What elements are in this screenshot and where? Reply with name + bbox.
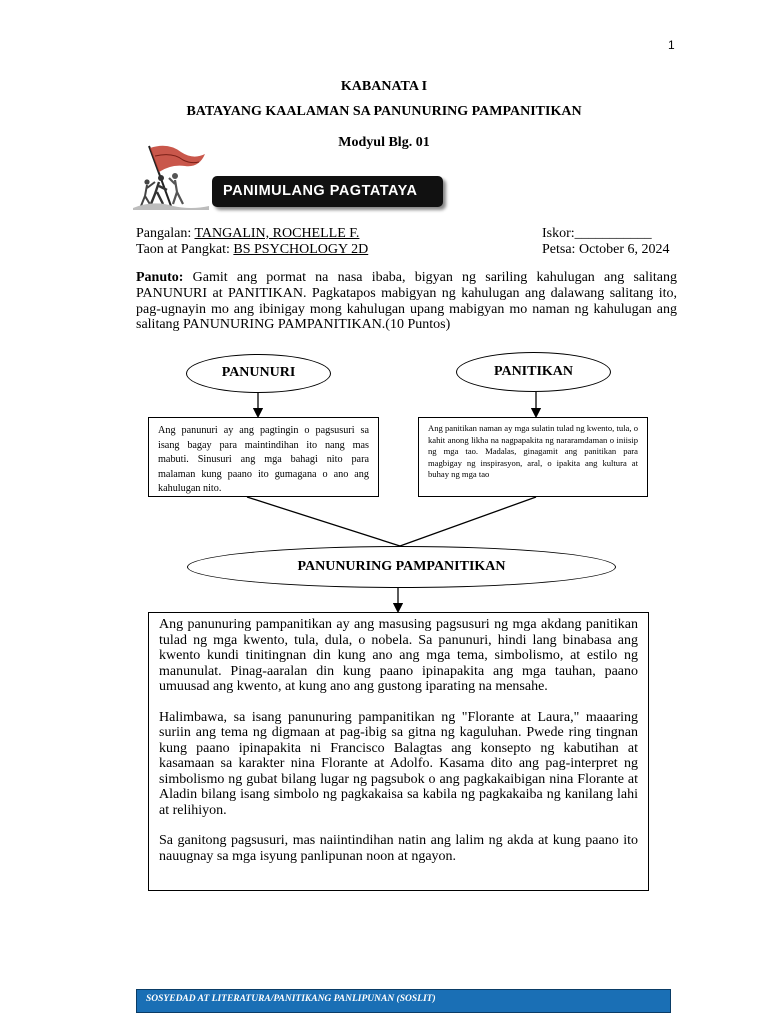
- panitikan-definition-box: Ang panitikan naman ay mga sulatin tulad ng kwento, tula, o kahit anong likha na nagpapakita ng nararamdaman o iniisip ng mga tao. Madalas, ginagamit ang panitikan para magbigay ng inspirasyon, aral, o ipakita ang kultura at buhay ng mga tao: [418, 417, 648, 497]
- module-number: Modyul Blg. 01: [338, 135, 430, 150]
- footer-banner: SOSYEDAD AT LITERATURA/PANITIKANG PANLIPUNAN (SOSLIT): [136, 989, 671, 1013]
- paragraph-2: Halimbawa, sa isang panunuring pampanitikan ng "Florante at Laura," maaaring suriin ang tema ng digmaan at pag-ibig sa gitna ng kaguluhan. Pwede ring tingnan kung paano ipinapakita ni Francisco Balagtas ang konsepto ng kabutihan at kasamaan sa karakter nina Florante at Adolfo. Kasama dito ang pag-interpret ng simbolismo ng gubat bilang lugar ng pagsubok o ang pagkakaibigan nina Florante at Aladin bilang isang simbolo ng pagkakaisa sa kabila ng pagkakaiba ng kanilang lahi at relihiyon.: [159, 709, 638, 818]
- panitikan-ellipse: PANITIKAN: [456, 352, 611, 392]
- date-value: October 6, 2024: [578, 242, 670, 257]
- course-label: Taon at Pangkat:: [136, 242, 230, 257]
- name-label: Pangalan:: [136, 226, 192, 241]
- score-blank: ___________: [574, 226, 652, 241]
- section-badge: PANIMULANG PAGTATAYA: [212, 176, 443, 207]
- panunuring-pampanitikan-box: [148, 612, 649, 891]
- chapter-heading: KABANATA I: [340, 79, 428, 94]
- panunuring-pampanitikan-ellipse: PANUNURING PAMPANITIKAN: [187, 546, 616, 588]
- name-value: TANGALIN, ROCHELLE F.: [194, 226, 360, 241]
- page-title: BATAYANG KAALAMAN SA PANUNURING PAMPANITIKAN: [186, 104, 582, 119]
- connector-left: [247, 497, 400, 546]
- date-label: Petsa:: [542, 242, 576, 257]
- page-number: 1: [668, 38, 675, 52]
- panunuri-definition-box: Ang panunuri ay ang pagtingin o pagsusuri sa isang bagay para maintindihan ito nang mas mabuti. Sinusuri ang mga bahagi nito para malaman kung paano ito gumagana o ano ang kahulugan nito.: [148, 417, 379, 497]
- paragraph-1: Ang panunuring pampanitikan ay ang masusing pagsusuri ng mga akdang panitikan tulad ng mga kwento, tula, dula, o nobela. Sa panunuri, hindi lang binabasa ang kwento kundi tinitingnan din kung ano ang mga tema, simbolismo, at estilo ng manunulat. Pinag-aaralan din kung paano ipinapakita ang mga tauhan, paano umuusad ang kwento, at kung ano ang gustong iparating na mensahe.: [159, 617, 638, 694]
- connector-right: [400, 497, 536, 546]
- score-label: Iskor:: [542, 226, 575, 241]
- panunuri-ellipse: PANUNURI: [186, 354, 331, 393]
- instructions-label: Panuto:: [136, 270, 184, 285]
- instructions-text: Gamit ang pormat na nasa ibaba, bigyan ng sariling kahulugan ang salitang PANUNURI at PANITIKAN. Pagkatapos mabigyan ng kahulugan ang dalawang salitang ito, pag-ugnayin mo ang ibinigay mong kahulugan upang mabigyan mo naman ng kahulugan ang salitang PANUNURING PAMPANITIKAN.(10 Puntos): [136, 270, 677, 333]
- paragraph-3: Sa ganitong pagsusuri, mas naiintindihan natin ang lalim ng akda at kung paano ito nauugnay sa mga isyung panlipunan noon at ngayon.: [159, 833, 638, 864]
- course-value: BS PSYCHOLOGY 2D: [233, 242, 369, 257]
